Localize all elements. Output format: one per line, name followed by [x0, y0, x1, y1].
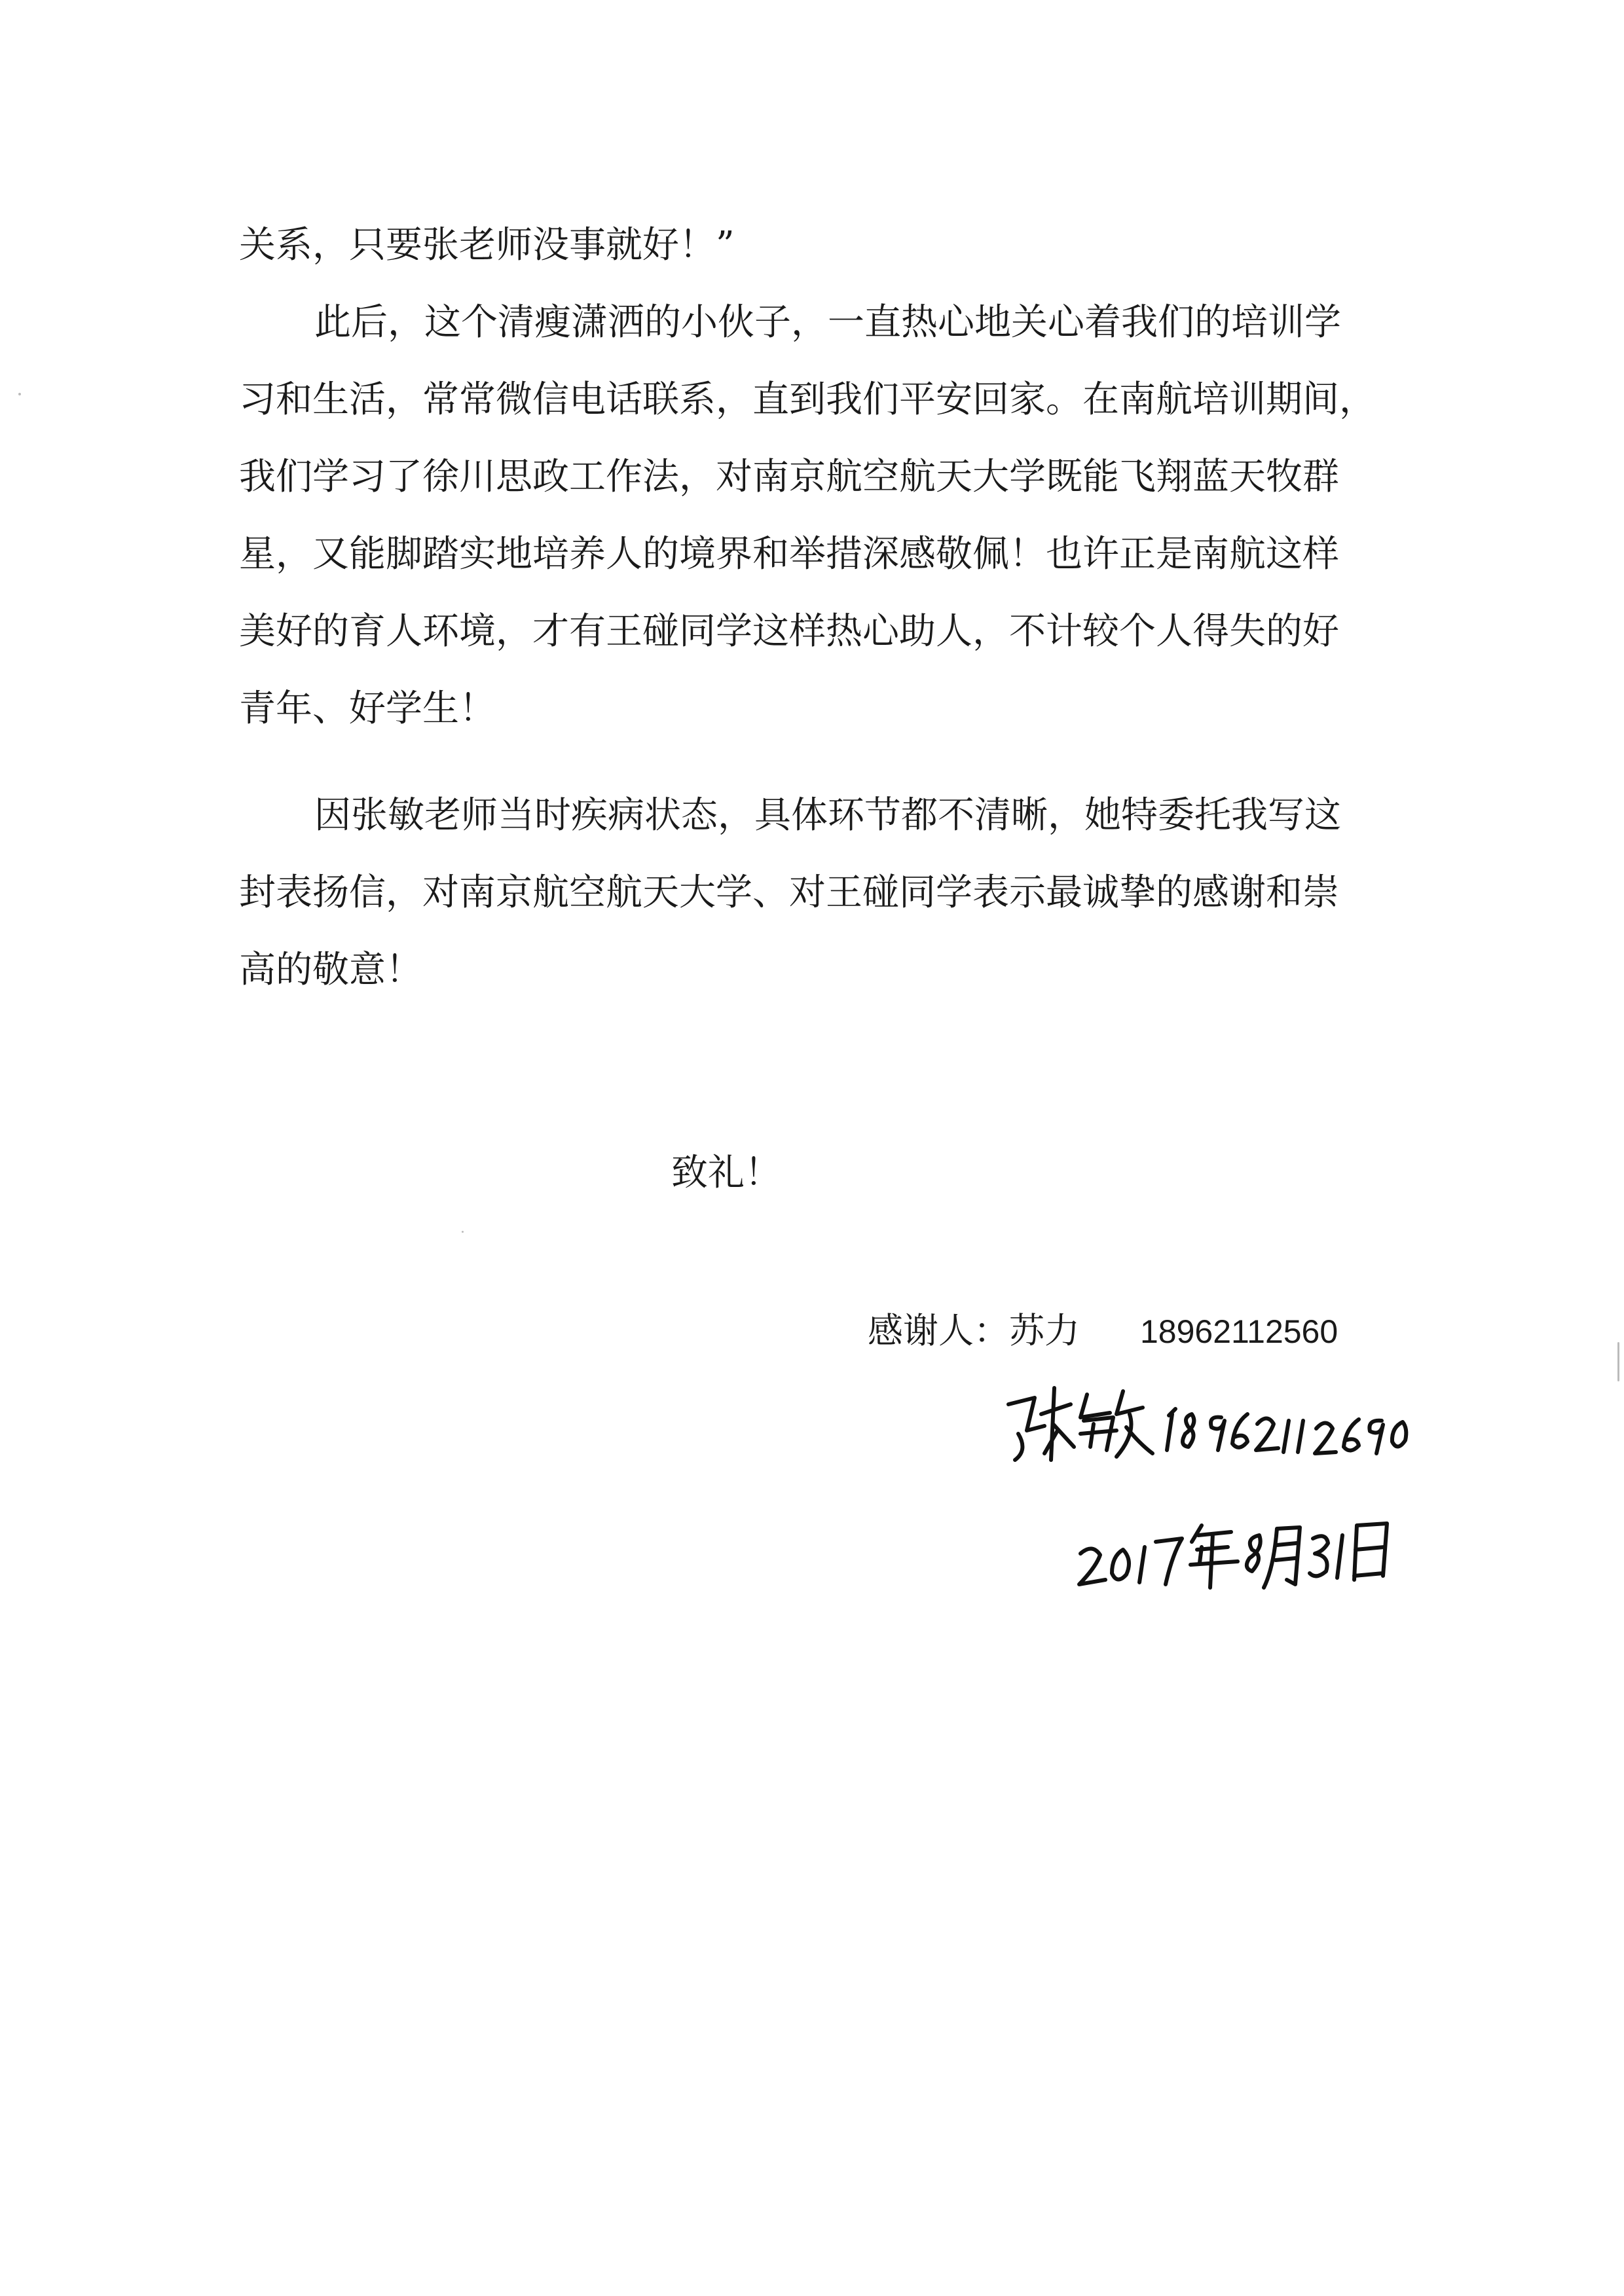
letter-line-6: 美好的育人环境，才有王碰同学这样热心助人，不计较个人得失的好 — [239, 610, 1339, 653]
scan-speck — [462, 1231, 464, 1233]
letter-line-3: 习和生活，常常微信电话联系，直到我们平安回家。在南航培训期间， — [239, 378, 1376, 421]
letter-line-10: 高的敬意！ — [239, 949, 422, 991]
scan-edge-mark — [1617, 1342, 1619, 1381]
scan-speck — [18, 393, 21, 395]
letter-line-7: 青年、好学生！ — [239, 687, 496, 730]
letter-line-9: 封表扬信，对南京航空航天大学、对王碰同学表示最诚挚的感谢和崇 — [239, 871, 1339, 914]
thanks-label: 感谢人：苏力 — [868, 1310, 1080, 1351]
letter-line-1: 关系，只要张老师没事就好！” — [239, 224, 735, 266]
handwritten-date — [1074, 1503, 1401, 1594]
letter-line-2: 此后，这个清瘦潇洒的小伙子，一直热心地关心着我们的培训学 — [314, 301, 1341, 344]
thanks-line — [868, 1303, 1338, 1353]
letter-line-4: 我们学习了徐川思政工作法，对南京航空航天大学既能飞翔蓝天牧群 — [239, 456, 1339, 498]
letter-line-8: 因张敏老师当时疾病状态，具体环节都不清晰，她特委托我写这 — [314, 794, 1341, 837]
handwritten-signature — [995, 1368, 1414, 1467]
closing-salutation: 致礼！ — [671, 1152, 781, 1194]
thanks-phone: 18962112560 — [1140, 1313, 1338, 1350]
letter-line-5: 星，又能脚踏实地培养人的境界和举措深感敬佩！也许正是南航这样 — [239, 533, 1339, 575]
